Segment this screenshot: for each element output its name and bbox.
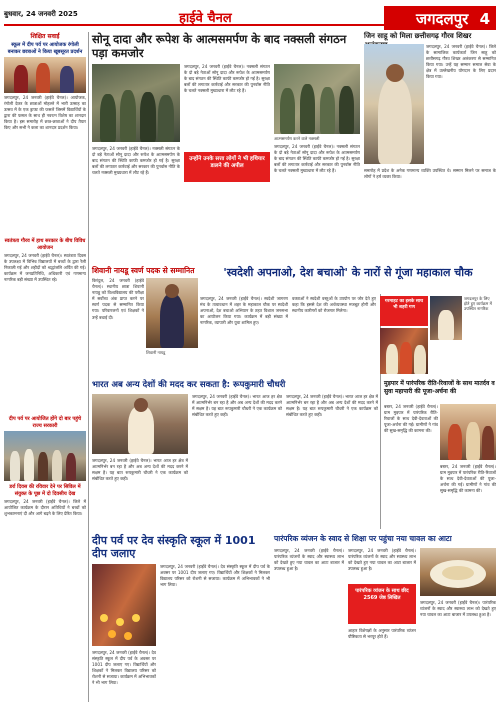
story-body-continued: जगदलपुर, 24 जनवरी (हाईवे चैनल)। भारत आज हर क्षेत्र में आत्मनिर्भर बन रहा है और अब अन्य देशों की मदद करने में सक्षम है। यह बात रूपकुमारी चौधरी ने एक कार्यक्रम को संबोधित करते हुए कही। — [286, 394, 378, 418]
right-mid-story — [384, 380, 496, 530]
column-rule — [88, 32, 89, 702]
story-body-continued: जगदलपुर, 24 जनवरी (हाईवे चैनल)। पारंपरिक व्यंजनों के स्वाद और स्वास्थ्य लाभ को देखते हुए नया चावल का आटा बाजार में उपलब्ध हुआ है। — [420, 600, 496, 618]
story-headline: जिन साहू को मिला छत्तीसगढ़ गौरव शिखर — [364, 32, 472, 40]
pull-quote: उन्होंने उनके सत्ता लोगों ने भी हथियार डालने की अपील — [184, 152, 270, 182]
story-photo — [146, 278, 198, 348]
mid-center-story — [200, 266, 496, 376]
bottom-right-story — [274, 534, 496, 704]
newspaper-page — [4, 4, 496, 704]
lead-story — [92, 32, 360, 264]
story-body-continued: बस्तर, 24 जनवरी (हाईवे चैनल)। ग्राम मुड़पार में पारंपरिक रीति-रिवाजों के साथ देवी-देवताओं की पूजा-अर्चना की गई। ग्रामीणों ने गांव की सुख-समृद्धि की कामना की। — [440, 464, 496, 494]
diya-photo — [92, 564, 156, 646]
story-body: जगदलपुर, 24 जनवरी (हाईवे चैनल)। जिले में आयोजित कार्यक्रम के दौरान अतिथियों ने बच्चों को शुभकामनाएं दी और आगे बढ़ने के लिए प्रेरित किया। — [4, 499, 86, 517]
story-body: जगदलपुर, 24 जनवरी (हाईवे चैनल)। देव संस्कृति स्कूल में दीप पर्व के अवसर पर 1001 दीप जलाए गए। विद्यार्थियों और शिक्षकों ने मिलकर विद्यालय परिसर को रोशनी से सजाया। कार्यक्रम में अभिभावकों ने भी भाग लिया। — [160, 564, 270, 588]
photo-caption: जगदलपुर के लिए होते हुए कार्यक्रम में उपस्थित नागरिक — [464, 296, 492, 311]
story-body: जगदलपुर, 24 जनवरी (हाईवे चैनल)। जिले के सामाजिक कार्यकर्ता जिन साहू को छत्तीसगढ़ गौरव शिखर अलंकरण से सम्मानित किया गया। उन्हें यह सम्मान समाज सेवा के क्षेत्र में उल्लेखनीय योगदान के लिए प्रदान किया गया। — [426, 44, 496, 80]
photo-caption: आत्मसमर्पण करने वाले नक्सली — [274, 136, 320, 141]
lead-photo-left — [92, 64, 180, 142]
story-headline: शिवानी नायडू स्वर्ण पदक से सम्मानित — [92, 266, 195, 275]
mid-lower-story — [92, 380, 378, 530]
photo-caption: शिवानी नायडू — [146, 350, 166, 355]
lead-photo-right — [274, 64, 360, 134]
story-body-continued: वक्ताओं ने स्वदेशी वस्तुओं के उपयोग पर जोर देते हुए कहा कि इससे देश की अर्थव्यवस्था मजबूत होगी और स्थानीय कारीगरों को रोजगार मिलेगा। — [292, 296, 376, 314]
page-number: 4 — [479, 10, 490, 28]
story-headline: डर्रा दिवस की रविवार देने पर सिविल में संयुक्त के पूछ में दो दिवसीय देख — [9, 484, 81, 497]
issue-date: बुधवार, 24 जनवरी 2025 — [4, 10, 78, 18]
story-headline: दीप पर्व पर देव संस्कृति स्कूल में 1001 दीप जलाए — [92, 534, 256, 560]
story-headline: मुड़पार में पारंपरिक रीति-रिवाजों के साथ मातर्दव व सुवा महापारी की पूजा-अर्चना की — [384, 380, 495, 395]
story-headline: भारत अब अन्य देशों की मदद कर सकता है: रूपकुमारी चौधरी — [92, 380, 286, 390]
highlight-body: आहार विशेषज्ञों के अनुसार पारंपरिक व्यंजन पौष्टिकता से भरपूर होते हैं। — [348, 628, 416, 640]
mid-left-story — [92, 266, 198, 376]
left-column — [4, 32, 86, 702]
city-name: जगदलपुर — [415, 10, 469, 28]
story-body: बस्तर, 24 जनवरी (हाईवे चैनल)। ग्राम मुड़पार में पारंपरिक रीति-रिवाजों के साथ देवी-देवताओं की पूजा-अर्चना की गई। ग्रामीणों ने गांव की सुख-समृद्धि की कामना की। — [384, 404, 438, 434]
story-headline: स्वतंत्रता गौरव में हाथ सरकार के बीच विविध आयोजन — [4, 238, 86, 251]
story-headline: स्कूल में दीप पर्व पर आयोजक रंगोली बनाकर छात्राओं ने किया खूबसूरत प्रदर्शन — [7, 42, 83, 55]
food-photo — [420, 548, 496, 596]
story-photo — [440, 404, 496, 460]
story-body: जगदलपुर, 24 जनवरी (हाईवे चैनल)। स्वतंत्रता दिवस के उपलक्ष्य में विभिन्न विद्यालयों में बच्चों के द्वारा रैली निकाली गई और शहीदों को श्रद्धांजलि अर्पित की गई। कार्यक्रम में जनप्रतिनिधि, अधिकारी एवं गणमान्य नागरिक बड़ी संख्या में उपस्थित रहे। — [4, 253, 86, 283]
city-page-box — [384, 6, 496, 30]
story-body-continued: जगदलपुर, 24 जनवरी (हाईवे चैनल)। देव संस्कृति स्कूल में दीप पर्व के अवसर पर 1001 दीप जलाए गए। विद्यार्थियों और शिक्षकों ने मिलकर विद्यालय परिसर को रोशनी से सजाया। कार्यक्रम में अभिभावकों ने भी भाग लिया। — [92, 650, 156, 686]
story-body: जगदलपुर, 24 जनवरी (हाईवे चैनल)। पारंपरिक व्यंजनों के स्वाद और स्वास्थ्य लाभ को देखते हुए नया चावल का आटा बाजार में उपलब्ध हुआ है। — [274, 548, 344, 572]
bottom-left-story — [92, 534, 270, 704]
award-photo — [364, 44, 424, 164]
right-top-story — [364, 32, 496, 287]
story-headline: सोनू दादा और रूपेश के आत्मसमर्पण के बाद नक्सली संगठन पड़ा कमजोर — [92, 32, 347, 60]
story-photo — [4, 57, 86, 93]
story-headline: पारंपरिक व्यंजन के स्वाद से शिक्षा पर पहुंचा नया चावल का आटा — [274, 534, 452, 543]
story-body-continued: जगदलपुर, 24 जनवरी (हाईवे चैनल)। नक्सली संगठन के दो बड़े नेताओं सोनू दादा और रूपेश के आत्मसमर्पण के बाद संगठन की स्थिति काफी कमजोर हो गई है। सुरक्षा बलों की लगातार कार्रवाई और सरकार की पुनर्वास नीति के चलते नक्सली मुख्यधारा में लौट रहे हैं। — [92, 146, 180, 176]
story-body: जगदलपुर, 24 जनवरी (हाईवे चैनल)। भारत आज हर क्षेत्र में आत्मनिर्भर बन रहा है और अब अन्य देशों की मदद करने में सक्षम है। यह बात रूपकुमारी चौधरी ने एक कार्यक्रम को संबोधित करते हुए कही। — [192, 394, 282, 418]
highlight-title: पारंपरिक व्यंजन के साथ छीद 2569 जेष्ठ लिखित — [355, 588, 409, 601]
story-photo — [380, 328, 428, 374]
story-photo — [92, 394, 188, 454]
story-photo — [4, 431, 86, 481]
story-body-continued: जगदलपुर, 24 जनवरी (हाईवे चैनल)। पारंपरिक व्यंजनों के स्वाद और स्वास्थ्य लाभ को देखते हुए नया चावल का आटा बाजार में उपलब्ध हुआ है। — [348, 548, 416, 572]
story-body-continued: जगदलपुर, 24 जनवरी (हाईवे चैनल)। भारत आज हर क्षेत्र में आत्मनिर्भर बन रहा है और अब अन्य देशों की मदद करने में सक्षम है। यह बात रूपकुमारी चौधरी ने एक कार्यक्रम को संबोधित करते हुए कही। — [92, 458, 188, 482]
story-body: जगदलपुर, 24 जनवरी (हाईवे चैनल)। आयोजक, रंगोली देकर के छात्राओं मोहल्ले में भारी उत्साह का उत्सव में के एक ड्राफ्ट की फसलें जिसमें विद्यार्थियों के द्वारा की फसल के साथ ही नवरत्न विशेष का शानदार किया है। इस समारोह में छात्र-छात्राओं ने दीप तैयार किए और सभी ने कला का शानदार प्रदर्शन किया। — [4, 95, 86, 131]
section-title: हाईवे चैनल — [179, 11, 232, 26]
story-body: जगदलपुर, 24 जनवरी (हाईवे चैनल)। स्वदेशी जागरण मंच के तत्वावधान में शहर के महाकाल चौक पर स्वदेशी अपनाओ, देश बचाओ अभियान के तहत विशाल जनसभा का आयोजन किया गया। कार्यक्रम में बड़ी संख्या में नागरिक, व्यापारी और युवा शामिल हुए। — [200, 296, 288, 326]
story-body: किरंदुल, 24 जनवरी (हाईवे चैनल)। स्थानीय छात्रा शिवानी नायडू को विश्वविद्यालय की परीक्षा में सर्वोच्च अंक प्राप्त करने पर स्वर्ण पदक से सम्मानित किया गया। परिवारजनों एवं शिक्षकों ने उन्हें बधाई दी। — [92, 278, 144, 320]
story-kicker: शिक्षित सवाईं — [30, 33, 60, 40]
story-body-continued: जगदलपुर, 24 जनवरी (हाईवे चैनल)। नक्सली संगठन के दो बड़े नेताओं सोनू दादा और रूपेश के आत्मसमर्पण के बाद संगठन की स्थिति काफी कमजोर हो गई है। सुरक्षा बलों की लगातार कार्रवाई और सरकार की पुनर्वास नीति के चलते नक्सली मुख्यधारा में लौट रहे हैं। — [274, 144, 360, 174]
story-headline: 'स्वदेशी अपनाओ, देश बचाओ' के नारों से गूंजा महाकाल चौक — [223, 266, 473, 279]
story-headline: दीप पर्व पर आयोजित होंगे दो बार पहुंचे राज्य सरकारी — [8, 416, 82, 429]
highlight-box — [348, 584, 416, 624]
highlight-box: गरमाहट का इसके साथ भी शहरी गण — [380, 296, 428, 326]
story-body: जगदलपुर, 24 जनवरी (हाईवे चैनल)। नक्सली संगठन के दो बड़े नेताओं सोनू दादा और रूपेश के आत्मसमर्पण के बाद संगठन की स्थिति काफी कमजोर हो गई है। सुरक्षा बलों की लगातार कार्रवाई और सरकार की पुनर्वास नीति के चलते नक्सली मुख्यधारा में लौट रहे हैं। — [184, 64, 270, 94]
story-photo — [430, 296, 462, 340]
story-body-continued: समारोह में प्रदेश के अनेक गणमान्य व्यक्ति उपस्थित थे। सम्मान मिलने पर समाज के लोगों ने हर्ष व्यक्त किया। — [364, 168, 496, 180]
